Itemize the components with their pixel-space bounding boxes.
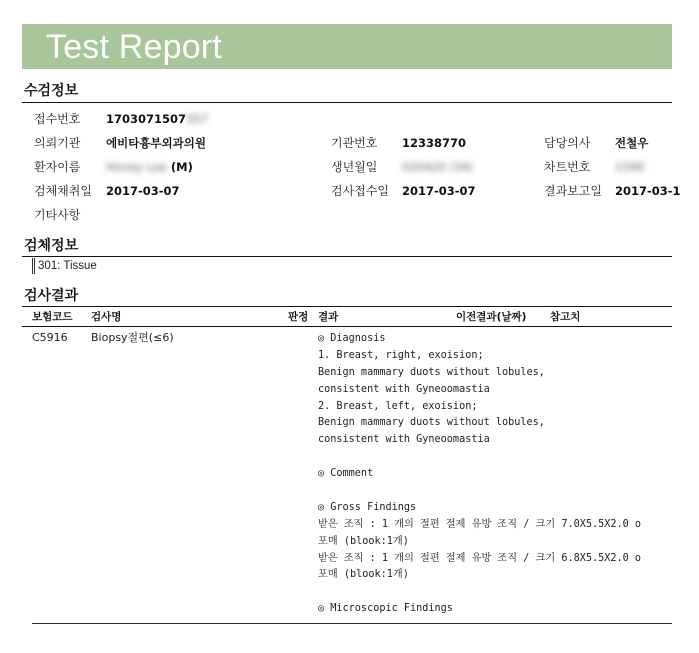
patient-name-label: 환자이름 [34, 160, 81, 174]
collection-date-value: 2017-03-07 [106, 184, 180, 198]
col-header-result: 결과 [318, 311, 339, 323]
collection-date-label: 검체채취일 [34, 184, 92, 198]
result-line: Benign mammary duots without lobules, [318, 417, 545, 429]
result-line: ◎ Microscopic Findings [318, 603, 453, 615]
dob-label: 생년월일 [331, 160, 378, 174]
col-header-judgment: 판정 [288, 311, 309, 323]
result-line: 받은 조직 : 1 개의 절편 절제 유방 조직 / 크기 6.8X5.5X2.0 o [318, 552, 642, 564]
result-line: 포매 (blook:1개) [318, 569, 409, 581]
section-title-results: 검사결과 [24, 288, 79, 304]
result-line: Benign mammary duots without lobules, [318, 366, 545, 378]
result-line: 받은 조직 : 1 개의 절편 절제 유방 조직 / 크기 7.0X5.5X2.0 o [318, 518, 642, 530]
section-divider [22, 102, 672, 103]
result-line: ◎ Diagnosis [318, 333, 386, 344]
col-header-reference: 참고치 [550, 311, 581, 323]
remarks-label: 기타사항 [34, 208, 81, 222]
table-bottom-divider [32, 623, 672, 624]
receipt-no-label: 접수번호 [34, 112, 81, 126]
report-date-value: 2017-03-1 [615, 184, 681, 198]
result-line [318, 584, 672, 601]
result-line: 1. Breast, right, exoision; [318, 349, 484, 361]
section-title-reception: 수검정보 [24, 83, 79, 99]
received-date-label: 검사접수일 [331, 184, 389, 198]
row-test-name: Biopsy절편(≤6) [91, 331, 174, 344]
col-header-previous-result: 이전결과(날짜) [456, 311, 527, 323]
section-divider [22, 256, 672, 257]
result-line: 포매 (blook:1개) [318, 535, 409, 547]
col-header-insurance-code: 보험코드 [32, 311, 73, 323]
section-divider [22, 306, 672, 307]
chart-no-value-redacted: 1590 [615, 160, 645, 174]
receipt-no-value [106, 111, 208, 127]
dob-value-redacted: 020420 (34) [402, 160, 474, 174]
specimen-info: 301: Tissue [32, 258, 97, 274]
patient-name-value [106, 159, 193, 175]
result-line [318, 449, 672, 466]
result-line: ◎ Gross Findings [318, 501, 417, 513]
report-date-label: 결과보고일 [544, 184, 602, 198]
institution-no-label: 기관번호 [331, 136, 378, 150]
report-title: Test Report [46, 28, 223, 66]
result-line: 2. Breast, left, exoision; [318, 400, 478, 412]
receipt-no-visible: 1703071507 [106, 112, 187, 126]
hospital-label: 의뢰기관 [34, 136, 81, 150]
row-insurance-code: C5916 [32, 331, 68, 344]
result-line [318, 483, 672, 500]
doctor-value: 전철우 [615, 136, 649, 150]
chart-no-label: 차트번호 [544, 160, 591, 174]
received-date-value: 2017-03-07 [402, 184, 476, 198]
patient-name-redacted: Honey Lee [106, 160, 167, 174]
receipt-no-redacted: 357 [186, 112, 208, 126]
table-header-divider [22, 326, 672, 327]
col-header-test-name: 검사명 [91, 311, 122, 323]
row-result-text [318, 331, 672, 621]
institution-no-value: 12338770 [402, 136, 467, 150]
doctor-label: 담당의사 [544, 136, 591, 150]
report-banner [22, 24, 672, 69]
patient-sex: (M) [170, 160, 193, 174]
hospital-value: 에비타흉부외과의원 [106, 136, 206, 150]
result-line: ◎ Comment [318, 468, 374, 480]
result-line: consistent with Gyneoomastia [318, 434, 490, 446]
result-line: consistent with Gyneoomastia [318, 383, 490, 395]
section-title-specimen: 검체정보 [24, 238, 79, 254]
